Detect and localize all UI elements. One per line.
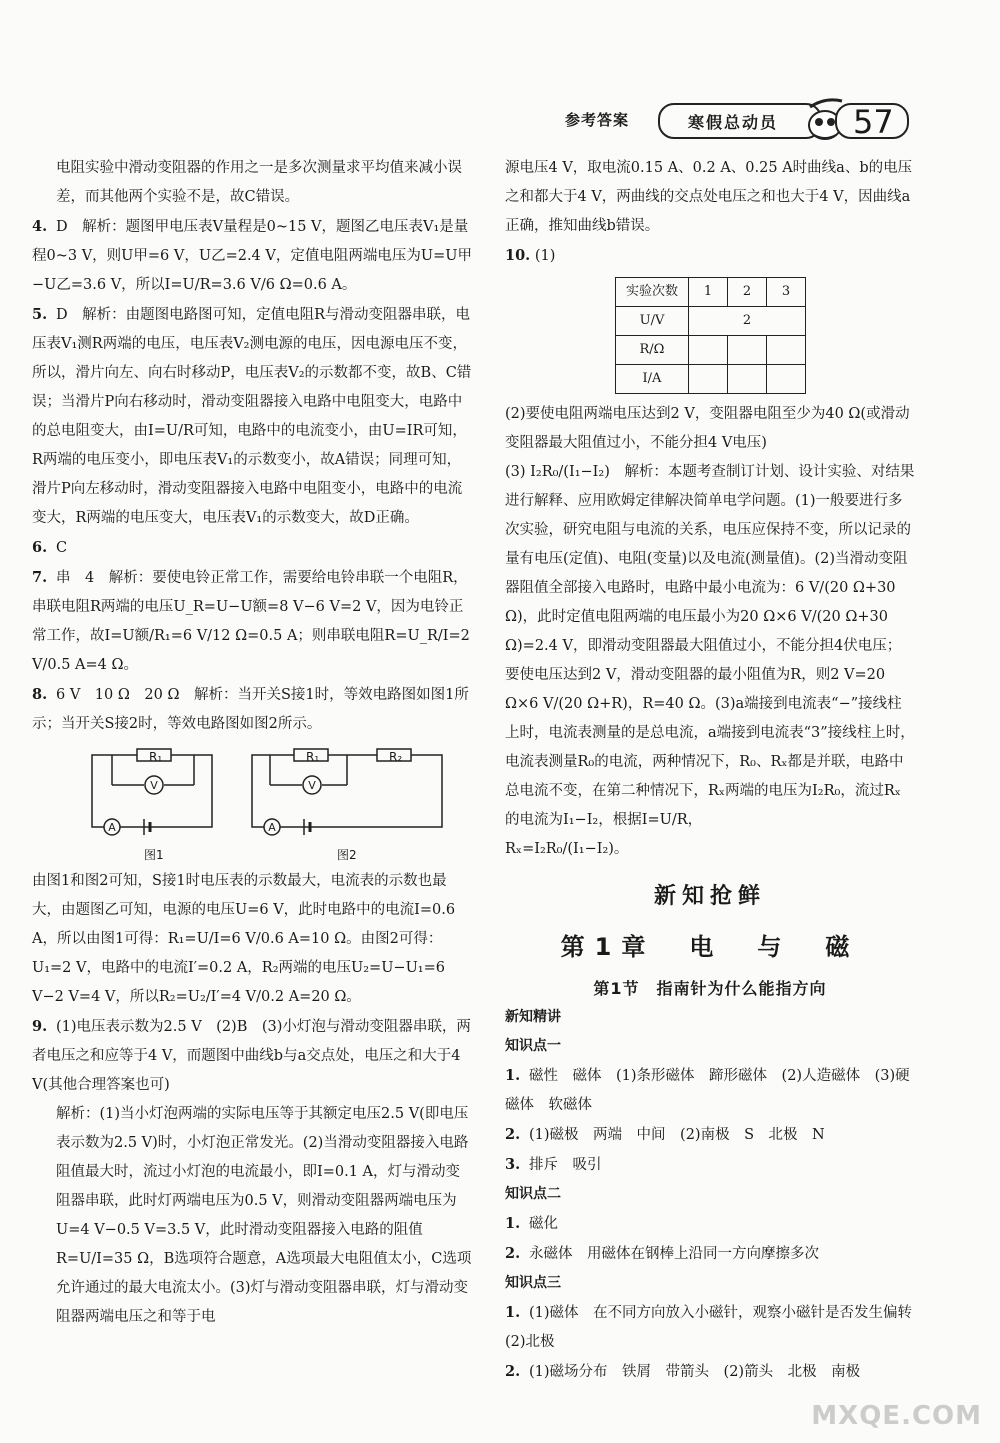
answer-item xyxy=(32,212,472,300)
answer-item xyxy=(505,1061,915,1120)
resistor-label: R₂ xyxy=(389,750,403,764)
item-number: 6. xyxy=(32,539,48,556)
paragraph: (3) I₂R₀/(I₁−I₂) 解析：本题考查制订计划、设计实验、对结果进行解释、应用欧姆定律解决简单电学问题。(1)一般要进行多次实验，研究电阻与电流的关系，电压应保持不变，所以记录的量有电压(定值)、电阻(变量)以及电流(测量值)。(2)当滑动变阻器阻值全部接入电路时，电路中最小电流为：6 V/(20 Ω+30 Ω)，此时定值电阻两端的电压最小为20 Ω×6 V/(20 Ω+30 Ω)=2.4 V，即滑动变阻器最大阻值过小，不能分担4伏电压；要使电压达到2 V，滑动变阻器的最小阻值为R，则2 V=20 Ω×6 V/(20 Ω+R)，R=40 Ω。(3)a端接到电流表“−”接线柱上时，电流表测量的是总电流，a端接到电流表“3”接线柱上时，电流表测量R₀的电流，两种情况下，R₀、Rₓ都是并联，电路中总电流不变，在第二种情况下，Rₓ两端的电压为I₂R₀，流过Rₓ的电流为I₁−I₂，根据I=U/R， xyxy=(505,464,915,828)
book-title: 寒假总动员 xyxy=(688,113,779,132)
table-cell xyxy=(767,336,806,365)
table-cell xyxy=(728,365,767,394)
item-text: 永磁体 用磁体在钢棒上沿同一方向摩擦多次 xyxy=(529,1246,819,1262)
watermark-text: MXQE.COM xyxy=(811,1401,982,1431)
item-number: 7. xyxy=(32,569,48,586)
answer-item xyxy=(32,563,472,680)
chapter-title: 第1章 电 与 磁 xyxy=(560,933,860,961)
experiment-table xyxy=(615,277,806,394)
knowledge-heading: 知识点三 xyxy=(505,1275,561,1291)
resistor-label: R₁ xyxy=(306,750,320,764)
item-text: (1)磁场分布 铁屑 带箭头 (2)箭头 北极 南极 xyxy=(529,1364,861,1380)
watermark xyxy=(772,1355,982,1435)
circuit-svg xyxy=(82,745,462,865)
paragraph: 源电压4 V，取电流0.15 A、0.2 A、0.25 A时曲线a、b的电压之和都大于4 V，两曲线的交点处电压之和也大于4 V，因曲线a正确，推知曲线b错误。 xyxy=(505,160,913,234)
ammeter-icon: A xyxy=(268,821,276,834)
page-number-badge xyxy=(835,103,909,139)
answer-item xyxy=(505,1239,915,1269)
paragraph: 由图1和图2可知，S接1时电压表的示数最大，电流表的示数也最大，由题图乙可知，电源的电压U=6 V，此时电路中的电流I=0.6 A，所以由图1可得：R₁=U/I=6 V/0.6 A=10 Ω。由图2可得：U₁=2 V，电路中的电流I′=0.2 A，R₂两端的电压U₂=U−U₁=6 V−2 V=4 V，所以R₂=U₂/I′=4 V/0.2 A=20 Ω。 xyxy=(32,873,456,1005)
item-text: (1)磁极 两端 中间 (2)南极 S 北极 N xyxy=(529,1127,825,1143)
answer-item xyxy=(505,241,915,271)
item-text: (1)电压表示数为2.5 V (2)B (3)小灯泡与滑动变阻器串联，两者电压之和应等于4 V，而题图中曲线b与a交点处，电压之和大于4 V(其他合理答案也可) xyxy=(32,1019,471,1093)
circuit-diagrams xyxy=(32,745,472,865)
table-row xyxy=(616,336,806,365)
item-number: 8. xyxy=(32,686,48,703)
item-text: C xyxy=(56,540,68,556)
table-cell: I/A xyxy=(616,365,689,394)
right-column xyxy=(505,154,927,1387)
item-number: 3. xyxy=(505,1156,521,1173)
lesson-title: 第1节 指南针为什么能指方向 xyxy=(593,979,827,998)
answer-item xyxy=(505,1150,915,1180)
answer-item xyxy=(32,300,472,533)
table-cell: 实验次数 xyxy=(616,278,689,307)
table-cell: 2 xyxy=(689,307,806,336)
table-cell xyxy=(767,365,806,394)
answer-label: 参考答案 xyxy=(565,111,630,129)
item-number: 2. xyxy=(505,1245,521,1262)
item-number: 1. xyxy=(505,1304,521,1321)
resistor-label: R₁ xyxy=(149,750,163,764)
ammeter-icon: A xyxy=(108,821,116,834)
item-number: 5. xyxy=(32,306,48,323)
table-cell xyxy=(728,336,767,365)
table-cell: 3 xyxy=(767,278,806,307)
voltmeter-icon: V xyxy=(308,779,316,792)
table-cell: R/Ω xyxy=(616,336,689,365)
item-number: 1. xyxy=(505,1215,521,1232)
paragraph: Rₓ=I₂R₀/(I₁−I₂)。 xyxy=(505,841,629,857)
item-text: D 解析：题图甲电压表V量程是0~15 V，题图乙电压表V₁是量程0~3 V，则U甲=6 V，U乙=2.4 V，定值电阻两端电压为U=U甲−U乙=3.6 V，所以I=U/R=3.6 V/6 Ω=0.6 A。 xyxy=(32,219,472,293)
table-row xyxy=(616,278,806,307)
table-cell: 2 xyxy=(728,278,767,307)
item-text: 磁化 xyxy=(529,1216,558,1232)
table-row xyxy=(616,307,806,336)
paragraph: 电阻实验中滑动变阻器的作用之一是多次测量求平均值来减小误差，而其他两个实验不是，故C错误。 xyxy=(56,160,462,205)
item-number: 2. xyxy=(505,1126,521,1143)
page-header xyxy=(540,95,920,145)
figure-caption: 图2 xyxy=(337,848,357,862)
answer-item xyxy=(32,533,472,563)
section-title: 新知抢鲜 xyxy=(653,884,766,909)
subsection-heading: 新知精讲 xyxy=(505,1009,561,1025)
item-text: 排斥 吸引 xyxy=(529,1157,602,1173)
answer-item xyxy=(505,1120,915,1150)
answer-item xyxy=(505,1209,915,1239)
item-number: 1. xyxy=(505,1067,521,1084)
knowledge-heading: 知识点一 xyxy=(505,1038,561,1054)
item-text: (1)磁体 在不同方向放入小磁针，观察小磁针是否发生偏转 (2)北极 xyxy=(505,1305,927,1350)
paragraph: 解析：(1)当小灯泡两端的实际电压等于其额定电压2.5 V(即电压表示数为2.5 V)时，小灯泡正常发光。(2)当滑动变阻器接入电路阻值最大时，流过小灯泡的电流最小，即I=0.1 A，灯与滑动变阻器串联，此时灯两端电压为0.5 V，则滑动变阻器两端电压为U=4 V−0.5 V=3.5 V，此时滑动变阻器接入电路的阻值R=U/I=35 Ω，B选项符合题意，A选项最大电阻值太小，C选项允许通过的最大电流太小。(3)灯与滑动变阻器串联，灯与滑动变阻器两端电压之和等于电 xyxy=(56,1106,472,1325)
paragraph: (2)要使电阻两端电压达到2 V，变阻器电阻至少为40 Ω(或滑动变阻器最大阻值过小，不能分担4 V电压) xyxy=(505,406,910,451)
item-text: D 解析：由题图电路图可知，定值电阻R与滑动变阻器串联，电压表V₁测R两端的电压，电压表V₂测电源的电压，因电源电压不变，所以，滑片向左、向右时移动P，电压表V₂的示数都不变，故B、C错误；当滑片P向右移动时，滑动变阻器接入电路中电阻变大，电路中的总电阻变大，由I=U/R可知，电路中的电流变小，由U=IR可知，R两端的电压变小，即电压表V₁的示数变小，故A错误；同理可知，滑片P向左移动时，滑动变阻器接入电路中电阻变小，电路中的电流变大，R两端的电压变大，电压表V₁的示数变大，故D正确。 xyxy=(32,307,472,526)
item-number: 9. xyxy=(32,1018,48,1035)
answer-item xyxy=(505,1298,927,1357)
voltmeter-icon: V xyxy=(150,779,158,792)
item-text: 6 V 10 Ω 20 Ω 解析：当开关S接1时，等效电路图如图1所示；当开关S接2时，等效电路图如图2所示。 xyxy=(32,687,469,732)
item-text: 串 4 解析：要使电铃正常工作，需要给电铃串联一个电阻R，串联电阻R两端的电压U_R=U−U额=8 V−6 V=2 V，因为电铃正常工作，故I=U额/R₁=6 V/12 Ω=0.5 A；则串联电阻R=U_R/I=2 V/0.5 A=4 Ω。 xyxy=(32,570,470,673)
book-title-badge xyxy=(658,103,822,139)
answer-item xyxy=(32,1012,472,1100)
page-number: 57 xyxy=(853,103,894,141)
item-number: 10. xyxy=(505,247,531,264)
table-cell: 1 xyxy=(689,278,728,307)
table-cell xyxy=(689,336,728,365)
item-number: 4. xyxy=(32,218,48,235)
table-cell xyxy=(689,365,728,394)
item-text: 磁性 磁体 (1)条形磁体 蹄形磁体 (2)人造磁体 (3)硬磁体 软磁体 xyxy=(505,1068,910,1113)
table-cell: U/V xyxy=(616,307,689,336)
left-column xyxy=(32,154,472,1332)
item-number: 2. xyxy=(505,1363,521,1380)
answer-item xyxy=(32,680,472,739)
knowledge-heading: 知识点二 xyxy=(505,1186,561,1202)
table-row xyxy=(616,365,806,394)
item-text: (1) xyxy=(534,248,556,264)
figure-caption: 图1 xyxy=(144,848,164,862)
